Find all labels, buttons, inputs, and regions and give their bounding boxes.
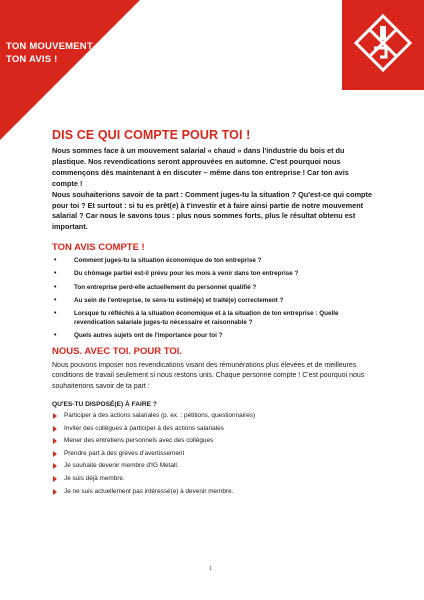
bullet-icon: • [54, 296, 57, 304]
arrow-bullet-icon [53, 451, 57, 457]
question-list [52, 257, 372, 341]
section-heading-nous: NOUS. AVEC TOI. POUR TOI. [52, 345, 183, 357]
arrow-bullet-icon [53, 463, 57, 469]
bullet-icon: • [54, 310, 57, 317]
intro-paragraph-2: Nous souhaiterions savoir de ta part : Comment juges-tu la situation ? Qu'est-ce qui compte pour toi ? Et surtout : si tu es prêt(e) à t'investir et à faire ainsi partie de notre mouvement salarial ? Car nous le savons tous : plus nous sommes forts, plus le résultat obtenu est important. [52, 189, 373, 232]
red-corner-banner [0, 0, 140, 140]
arrow-bullet-icon [53, 476, 57, 482]
section-nous-text: Nous pouvons imposer nos revendications visant des rémunérations plus élevées et de meilleures conditions de travail seulement si nous restons unis. Chaque personne compte ! C'est pourquoi nous souhaiterions savoir de ta part : [52, 361, 365, 390]
arrow-bullet-icon [53, 426, 57, 432]
list-item: Inviter des collègues à participer à des actions salariales [52, 425, 372, 433]
list-item: • Comment juges-tu la situation économique de ton entreprise ? [54, 257, 262, 265]
bullet-icon: • [54, 283, 57, 291]
list-item: Je souhaite devenir membre d'IG Metall. [52, 462, 372, 470]
list-item: Participer à des actions salariales (p. ex. : pétitions, questionnaires) [52, 412, 372, 420]
list-item: Mener des entretiens personnels avec des collègues [52, 437, 372, 445]
page-number: 1 [209, 566, 213, 572]
banner-line-2: TON AVIS ! [6, 54, 58, 65]
intro-paragraph-1: Nous sommes face à un mouvement salarial « chaud » dans l'industrie du bois et du plastique. Nos revendications seront approuvées en automne. C'est pourquoi nous commençons dès maintenant à en discuter – même dans ton entreprise ! Car ton avis compte ! [52, 146, 349, 188]
options-list [52, 412, 372, 496]
list-item: • Du chômage partiel est-il prévu pour les mois à venir dans ton entreprise ? [54, 270, 299, 278]
arrow-bullet-icon [53, 438, 57, 444]
ig-metall-logo [342, 0, 424, 90]
main-content [52, 128, 372, 500]
list-item: Je ne suis actuellement pas intéressé(e) à devenir membre. [52, 488, 372, 496]
bullet-icon: • [54, 257, 57, 265]
list-item: • Ton entreprise perd-elle actuellement du personnel qualifié ? [54, 283, 257, 291]
list-item: • Au sein de l'entreprise, te sens-tu estimé(e) et traité(e) correctement ? [54, 296, 284, 304]
list-item: Prendre part à des grèves d'avertissement [52, 450, 372, 458]
section-dispose [52, 401, 372, 496]
banner-title [6, 40, 156, 66]
banner-line-1: TON MOUVEMENT SALARIAL. [6, 41, 149, 52]
list-item: • Quels autres sujets ont de l'importance pour toi ? [54, 331, 223, 339]
list-item: • Lorsque tu réfléchis à la situation économique et à la situation de ton entreprise : Quelle revendication salariale juges-tu nécessaire et raisonnable ? [54, 310, 339, 326]
bullet-icon: • [54, 331, 57, 339]
arrow-bullet-icon [53, 413, 57, 419]
section-heading-ton-avis: TON AVIS COMPTE ! [52, 242, 145, 254]
section-nous [52, 346, 372, 392]
bullet-icon: • [54, 270, 57, 278]
list-item: Je suis déjà membre. [52, 475, 372, 483]
section-ton-avis [52, 242, 372, 341]
arrow-bullet-icon [53, 489, 57, 495]
section-heading-dispose: QU'ES-TU DISPOSÉ(E) À FAIRE ? [52, 401, 157, 408]
page-title: DIS CE QUI COMPTE POUR TOI ! [52, 128, 251, 142]
